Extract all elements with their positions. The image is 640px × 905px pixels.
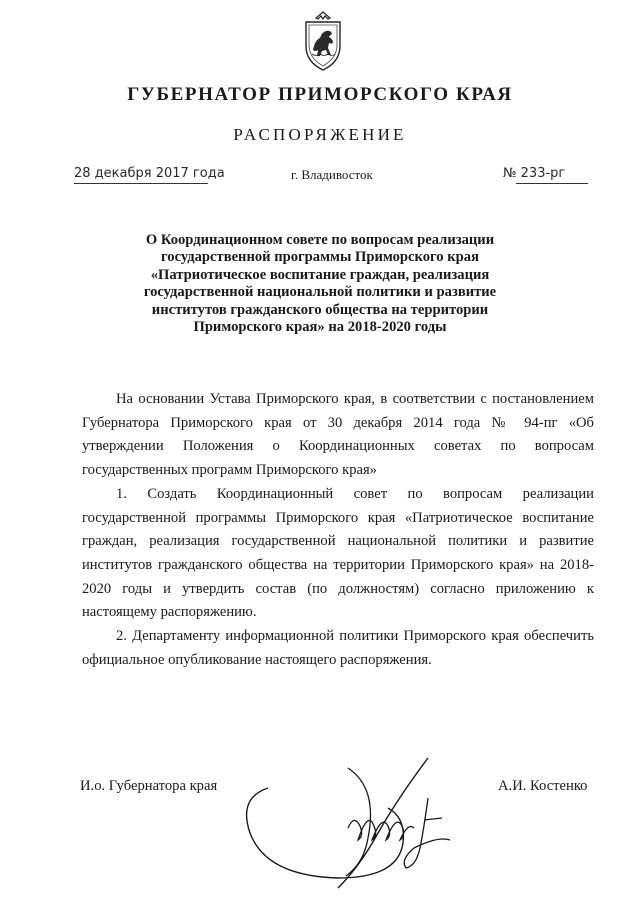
coat-of-arms-icon — [300, 10, 346, 72]
signature-icon — [228, 748, 488, 893]
date-underline — [74, 183, 208, 184]
item-2-paragraph: 2. Департаменту информационной политики Приморского края обеспечить официальное опубликование настоящего распоряжения. — [82, 628, 594, 668]
document-type: РАСПОРЯЖЕНИЕ — [233, 125, 407, 144]
preamble-paragraph: На основании Устава Приморского края, в соответствии с постановлением Губернатора Приморского края от 30 декабря 2014 года № 94-пг «Об утверждении Положения о Координационных советах по вопросам государственных программ Приморского края» — [82, 391, 594, 479]
document-number: № 233-рг — [503, 166, 566, 181]
issuing-authority: ГУБЕРНАТОР ПРИМОРСКОГО КРАЯ — [127, 84, 513, 105]
item-1-paragraph: 1. Создать Координационный совет по вопросам реализации государственной программы Приморского края «Патриотическое воспитание граждан, реализация государственной национальной политики и развитие институтов гражданского общества на территории Приморского края» на 2018-2020 годы и утвердить состав (по должностям) согласно приложению к настоящему распоряжению. — [82, 485, 594, 621]
signatory-name: А.И. Костенко — [498, 778, 588, 794]
document-city: г. Владивосток — [291, 167, 373, 182]
document-date: 28 декабря 2017 года — [74, 166, 225, 181]
document-title: О Координационном совете по вопросам реализации государственной программы Приморского края «Патриотическое воспитание граждан, реализация государственной национальной политики и развитие институтов гражданского общества на территории Приморского края» на 2018-2020 годы — [143, 232, 497, 336]
signatory-role: И.о. Губернатора края — [80, 778, 218, 794]
number-underline — [516, 183, 588, 184]
document-body — [82, 388, 594, 672]
